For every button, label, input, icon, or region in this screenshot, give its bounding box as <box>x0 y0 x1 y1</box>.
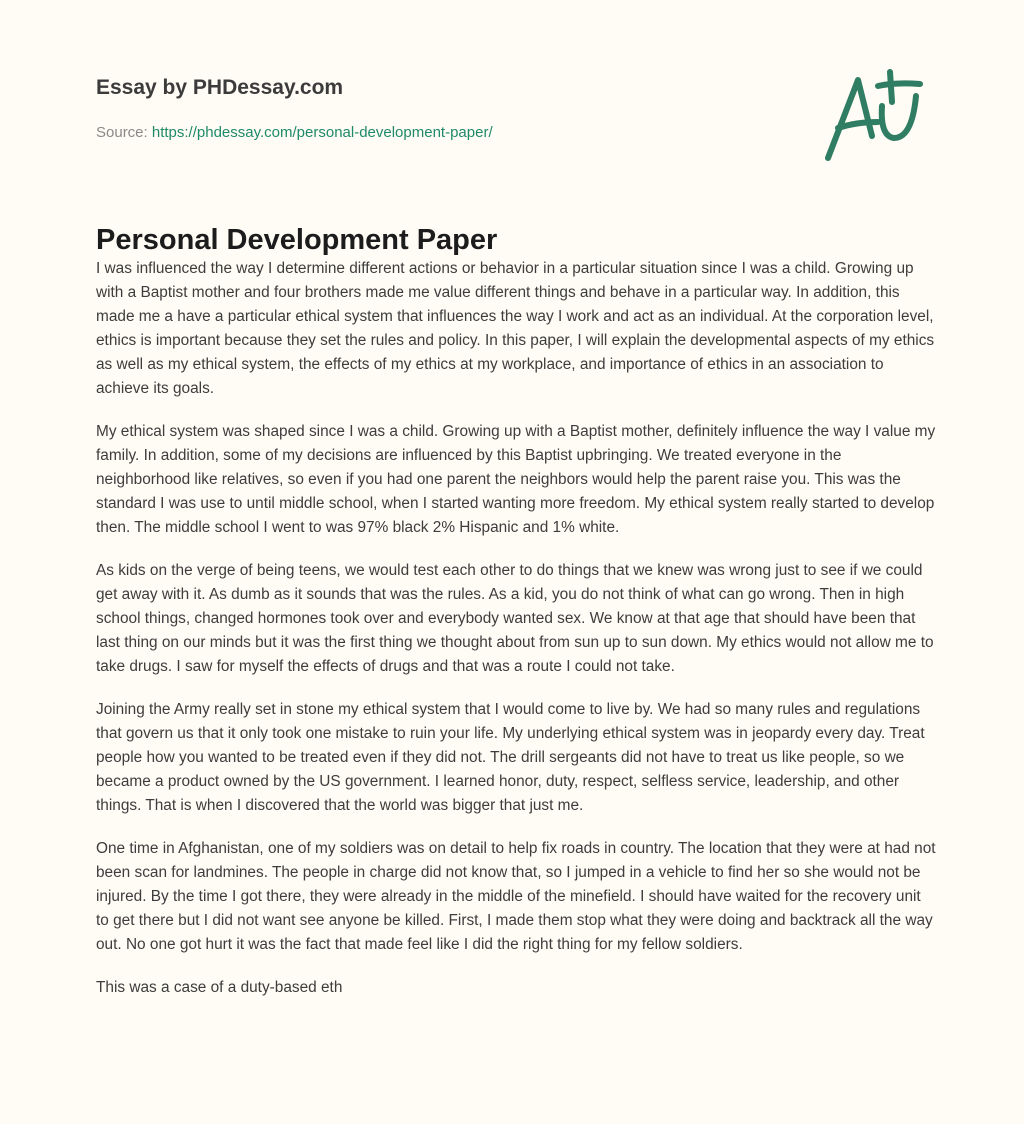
source-label: Source: <box>96 124 152 141</box>
page-title: Personal Development Paper <box>96 224 498 256</box>
paragraph: Joining the Army really set in stone my ethical system that I would come to live by. We had so many rules and regulations that govern us that it only took one mistake to ruin your life. My underlying ethical system was in jeopardy every day. Treat people how you wanted to be treated even if they did not. The drill sergeants did not have to treat us like people, so we became a product owned by the US government. I learned honor, duty, respect, selfless service, leadership, and other things. That is when I discovered that the world was bigger that just me. <box>96 701 925 814</box>
paragraph: I was influenced the way I determine different actions or behavior in a particular situation since I was a child. Growing up with a Baptist mother and four brothers made me value different things and behave in a particular way. In addition, this made me a have a particular ethical system that influences the way I work and act as an individual. At the corporation level, ethics is important because they set the rules and policy. In this paper, I will explain the developmental aspects of my ethics as well as my ethical system, the effects of my ethics at my workplace, and importance of ethics in an association to achieve its goals. <box>96 260 935 397</box>
paragraph: My ethical system was shaped since I was a child. Growing up with a Baptist mother, definitely influence the way I value my family. In addition, some of my decisions are influenced by this Baptist upbringing. We treated everyone in the neighborhood like relatives, so even if you had one parent the neighbors would help the parent raise you. This was the standard I was use to until middle school, when I started wanting more freedom. My ethical system really started to develop then. The middle school I went to was 97% black 2% Hispanic and 1% white. <box>96 423 936 536</box>
paragraph: This was a case of a duty-based eth <box>96 979 343 996</box>
brand-title: Essay by PHDessay.com <box>96 76 344 99</box>
paragraph: As kids on the verge of being teens, we would test each other to do things that we knew was wrong just to see if we could get away with it. As dumb as it sounds that was the rules. As a kid, you do not think of what can go wrong. Then in high school things, changed hormones took over and everybody wanted sex. We know at that age that should have been that last thing on our minds but it was the first thing we thought about from sun up to sun down. My ethics would not allow me to take drugs. I saw for myself the effects of drugs and that was a route I could not take. <box>96 562 934 675</box>
essay-body <box>96 257 936 1019</box>
source-link[interactable]: https://phdessay.com/personal-development-paper/ <box>151 124 493 141</box>
paragraph: One time in Afghanistan, one of my soldiers was on detail to help fix roads in country. The location that they were at had not been scan for landmines. The people in charge did not know that, so I jumped in a vehicle to find her so she would not be injured. By the time I got there, they were already in the middle of the minefield. I should have waited for the recovery unit to get there but I did not want see anyone be killed. First, I made them stop what they were doing and backtrack all the way out. No one got hurt it was the fact that made feel like I did the right thing for my fellow soldiers. <box>96 840 936 953</box>
a-plus-logo <box>820 66 930 166</box>
source-line <box>96 124 493 141</box>
